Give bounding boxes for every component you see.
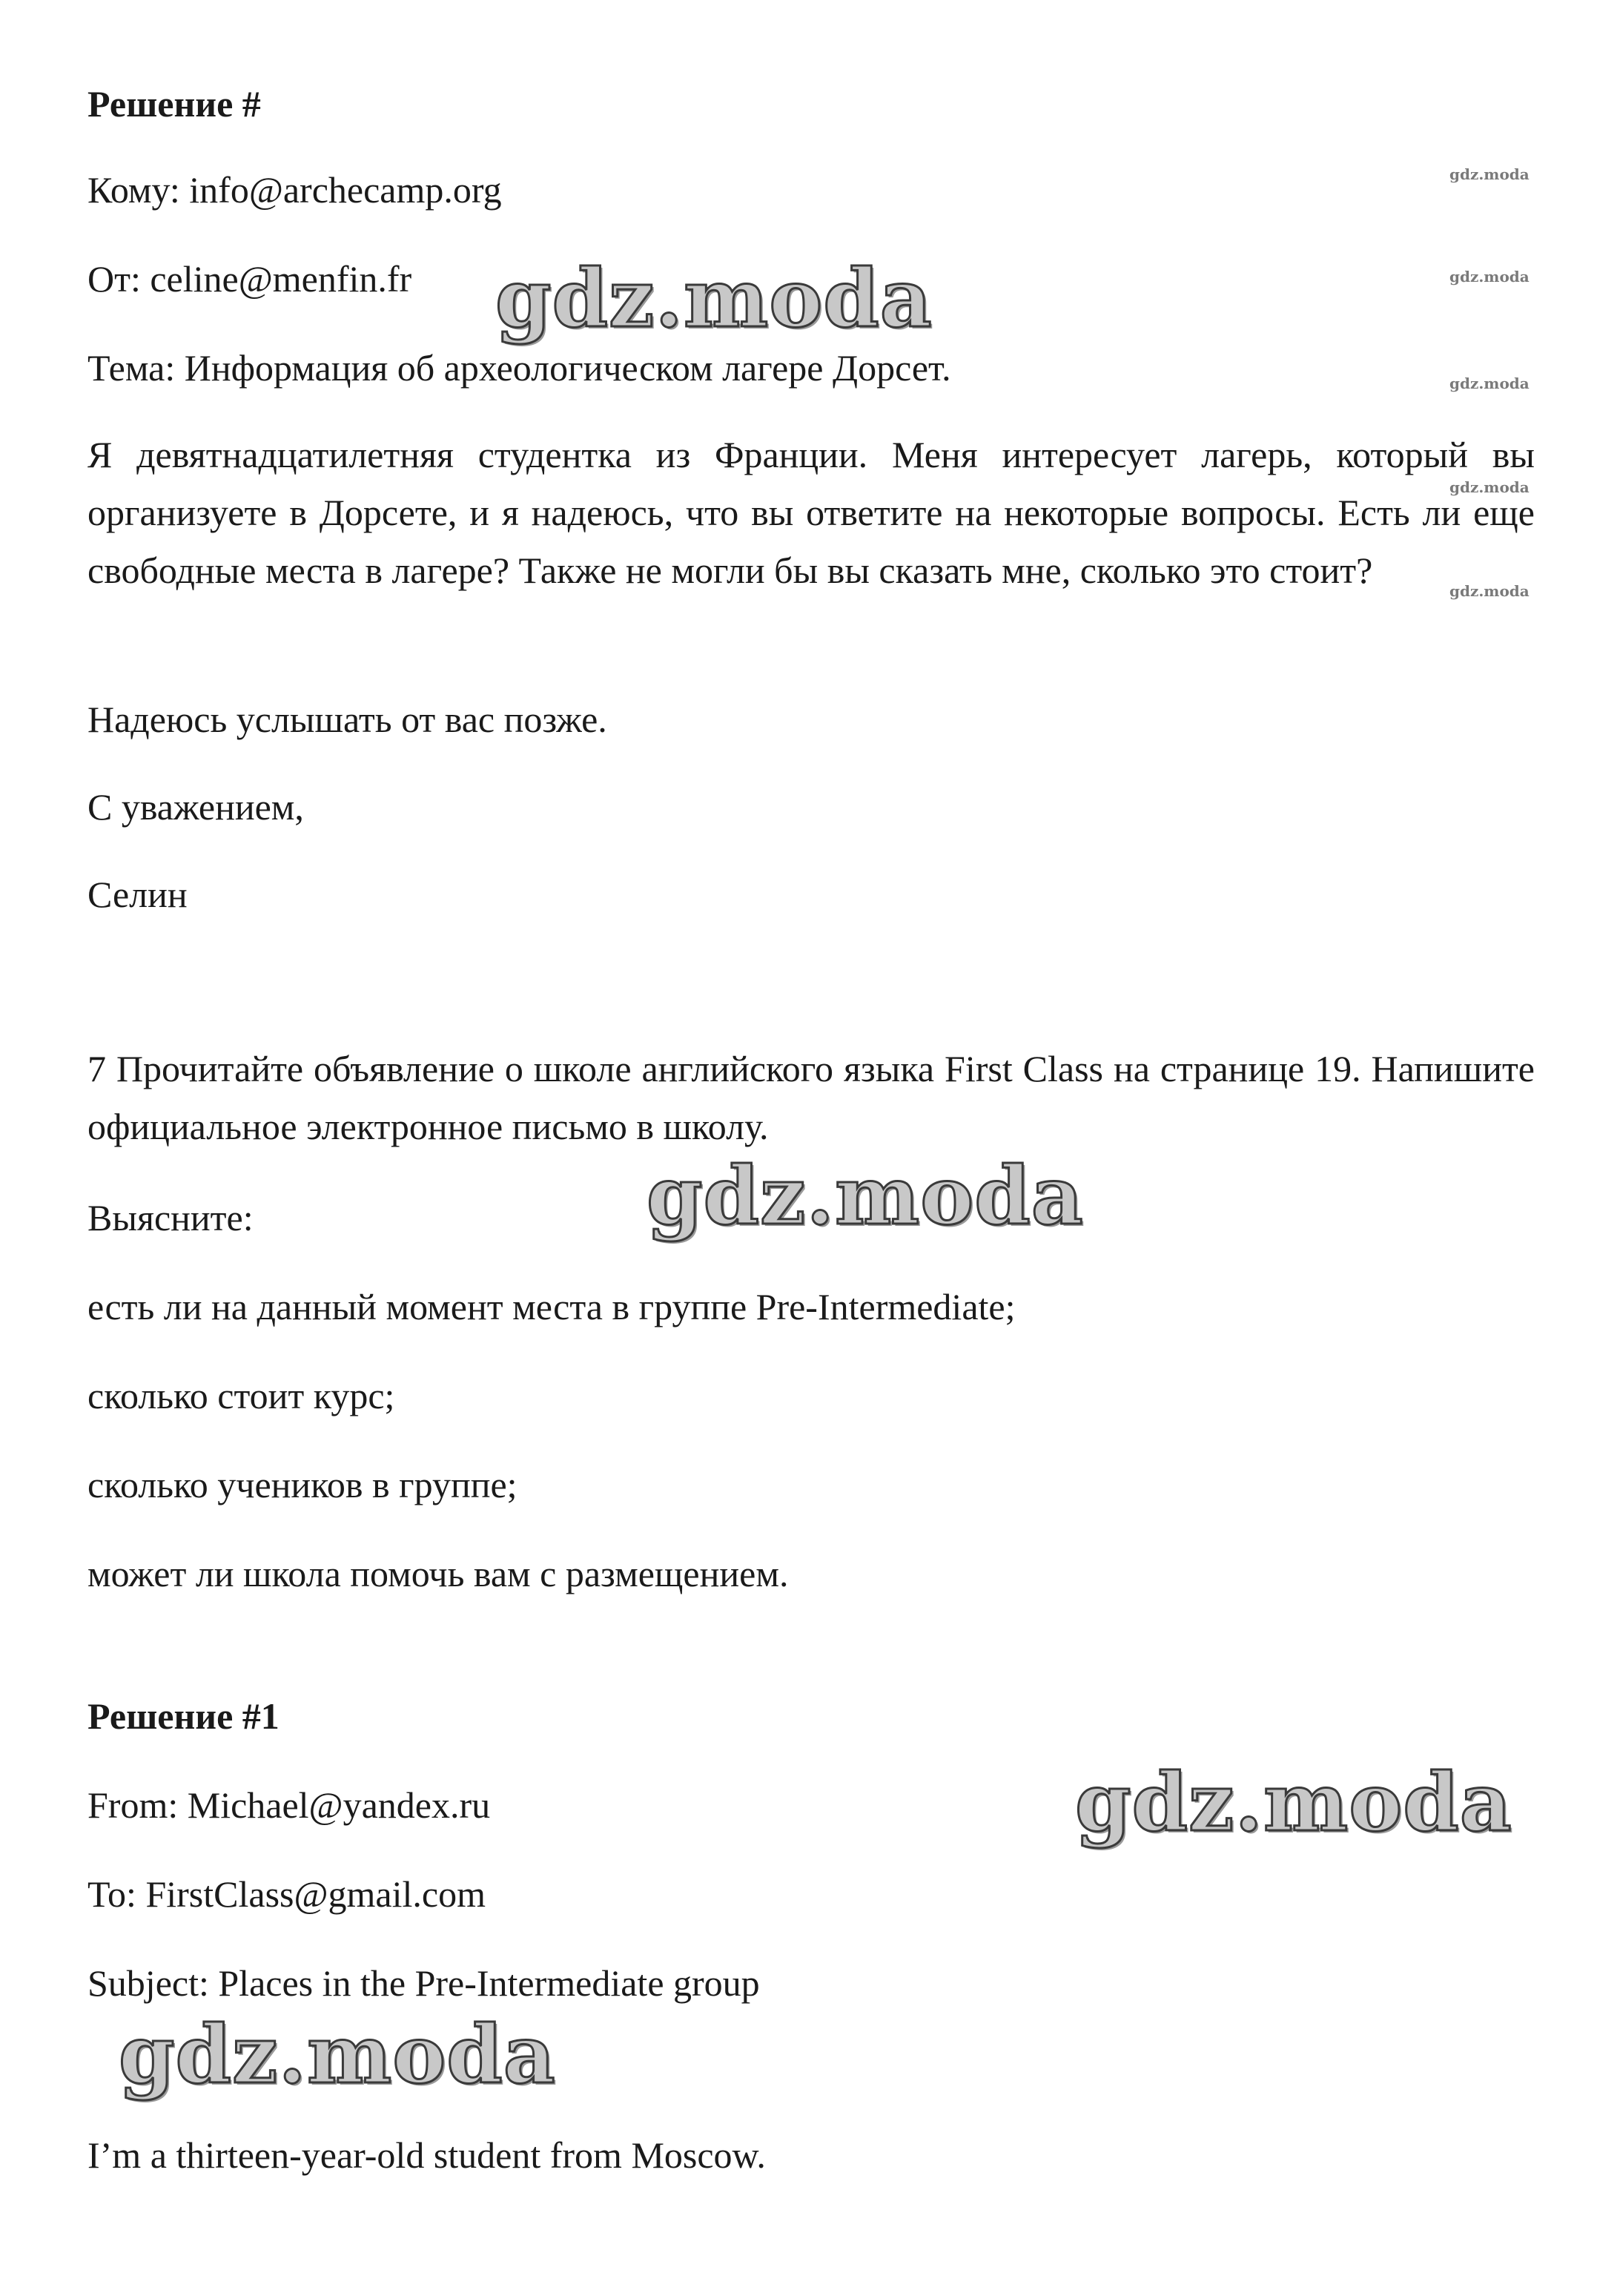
task-clarify-label: Выясните: (87, 1197, 254, 1238)
email-from-line: От: celine@menfin.fr (87, 258, 412, 300)
solution-heading: Решение #1 (87, 1695, 280, 1737)
email-to-line: Кому: info@archecamp.org (87, 169, 502, 211)
email-closing-regards: С уважением, (87, 786, 304, 828)
watermark-small: gdz.moda (1449, 268, 1530, 286)
solution-heading: Решение # (87, 83, 261, 125)
email-to-line: To: FirstClass@gmail.com (87, 1873, 486, 1915)
watermark-logo: gdz.moda (119, 2008, 556, 2102)
watermark-small: gdz.moda (1449, 165, 1530, 183)
email-signature: Селин (87, 874, 188, 915)
task-item: сколько учеников в группе; (87, 1464, 517, 1505)
email-body-line: I’m a thirteen-year-old student from Moscow. (87, 2134, 766, 2176)
task-item: есть ли на данный момент места в группе Pre-Intermediate; (87, 1286, 1016, 1327)
watermark-small: gdz.moda (1449, 375, 1530, 392)
watermark-logo: gdz.moda (647, 1149, 1084, 1243)
task-item: сколько стоит курс; (87, 1375, 395, 1416)
task-item: может ли школа помочь вам с размещением. (87, 1553, 789, 1594)
watermark-small: gdz.moda (1449, 478, 1530, 496)
watermark-logo: gdz.moda (495, 252, 933, 346)
email-closing-hope: Надеюсь услышать от вас позже. (87, 699, 607, 740)
email-subject-line: Тема: Информация об археологическом лагере Дорсет. (87, 347, 951, 389)
email-body-paragraph: Я девятнадцатилетняя студентка из Франции. Меня интересует лагерь, который вы организуете в Дорсете, и я надеюсь, что вы ответите на некоторые вопросы. Есть ли еще свободные места в лагере? Также не могли бы вы сказать мне, сколько это стоит? (87, 434, 1535, 591)
email-from-line: From: Michael@yandex.ru (87, 1784, 491, 1826)
watermark-logo: gdz.moda (1075, 1756, 1512, 1850)
task-7-text: 7 Прочитайте объявление о школе английского языка First Class на странице 19. Напишите официальное электронное письмо в школу. (87, 1048, 1535, 1147)
email-subject-line: Subject: Places in the Pre-Intermediate group (87, 1962, 760, 2004)
watermark-small: gdz.moda (1449, 582, 1530, 600)
